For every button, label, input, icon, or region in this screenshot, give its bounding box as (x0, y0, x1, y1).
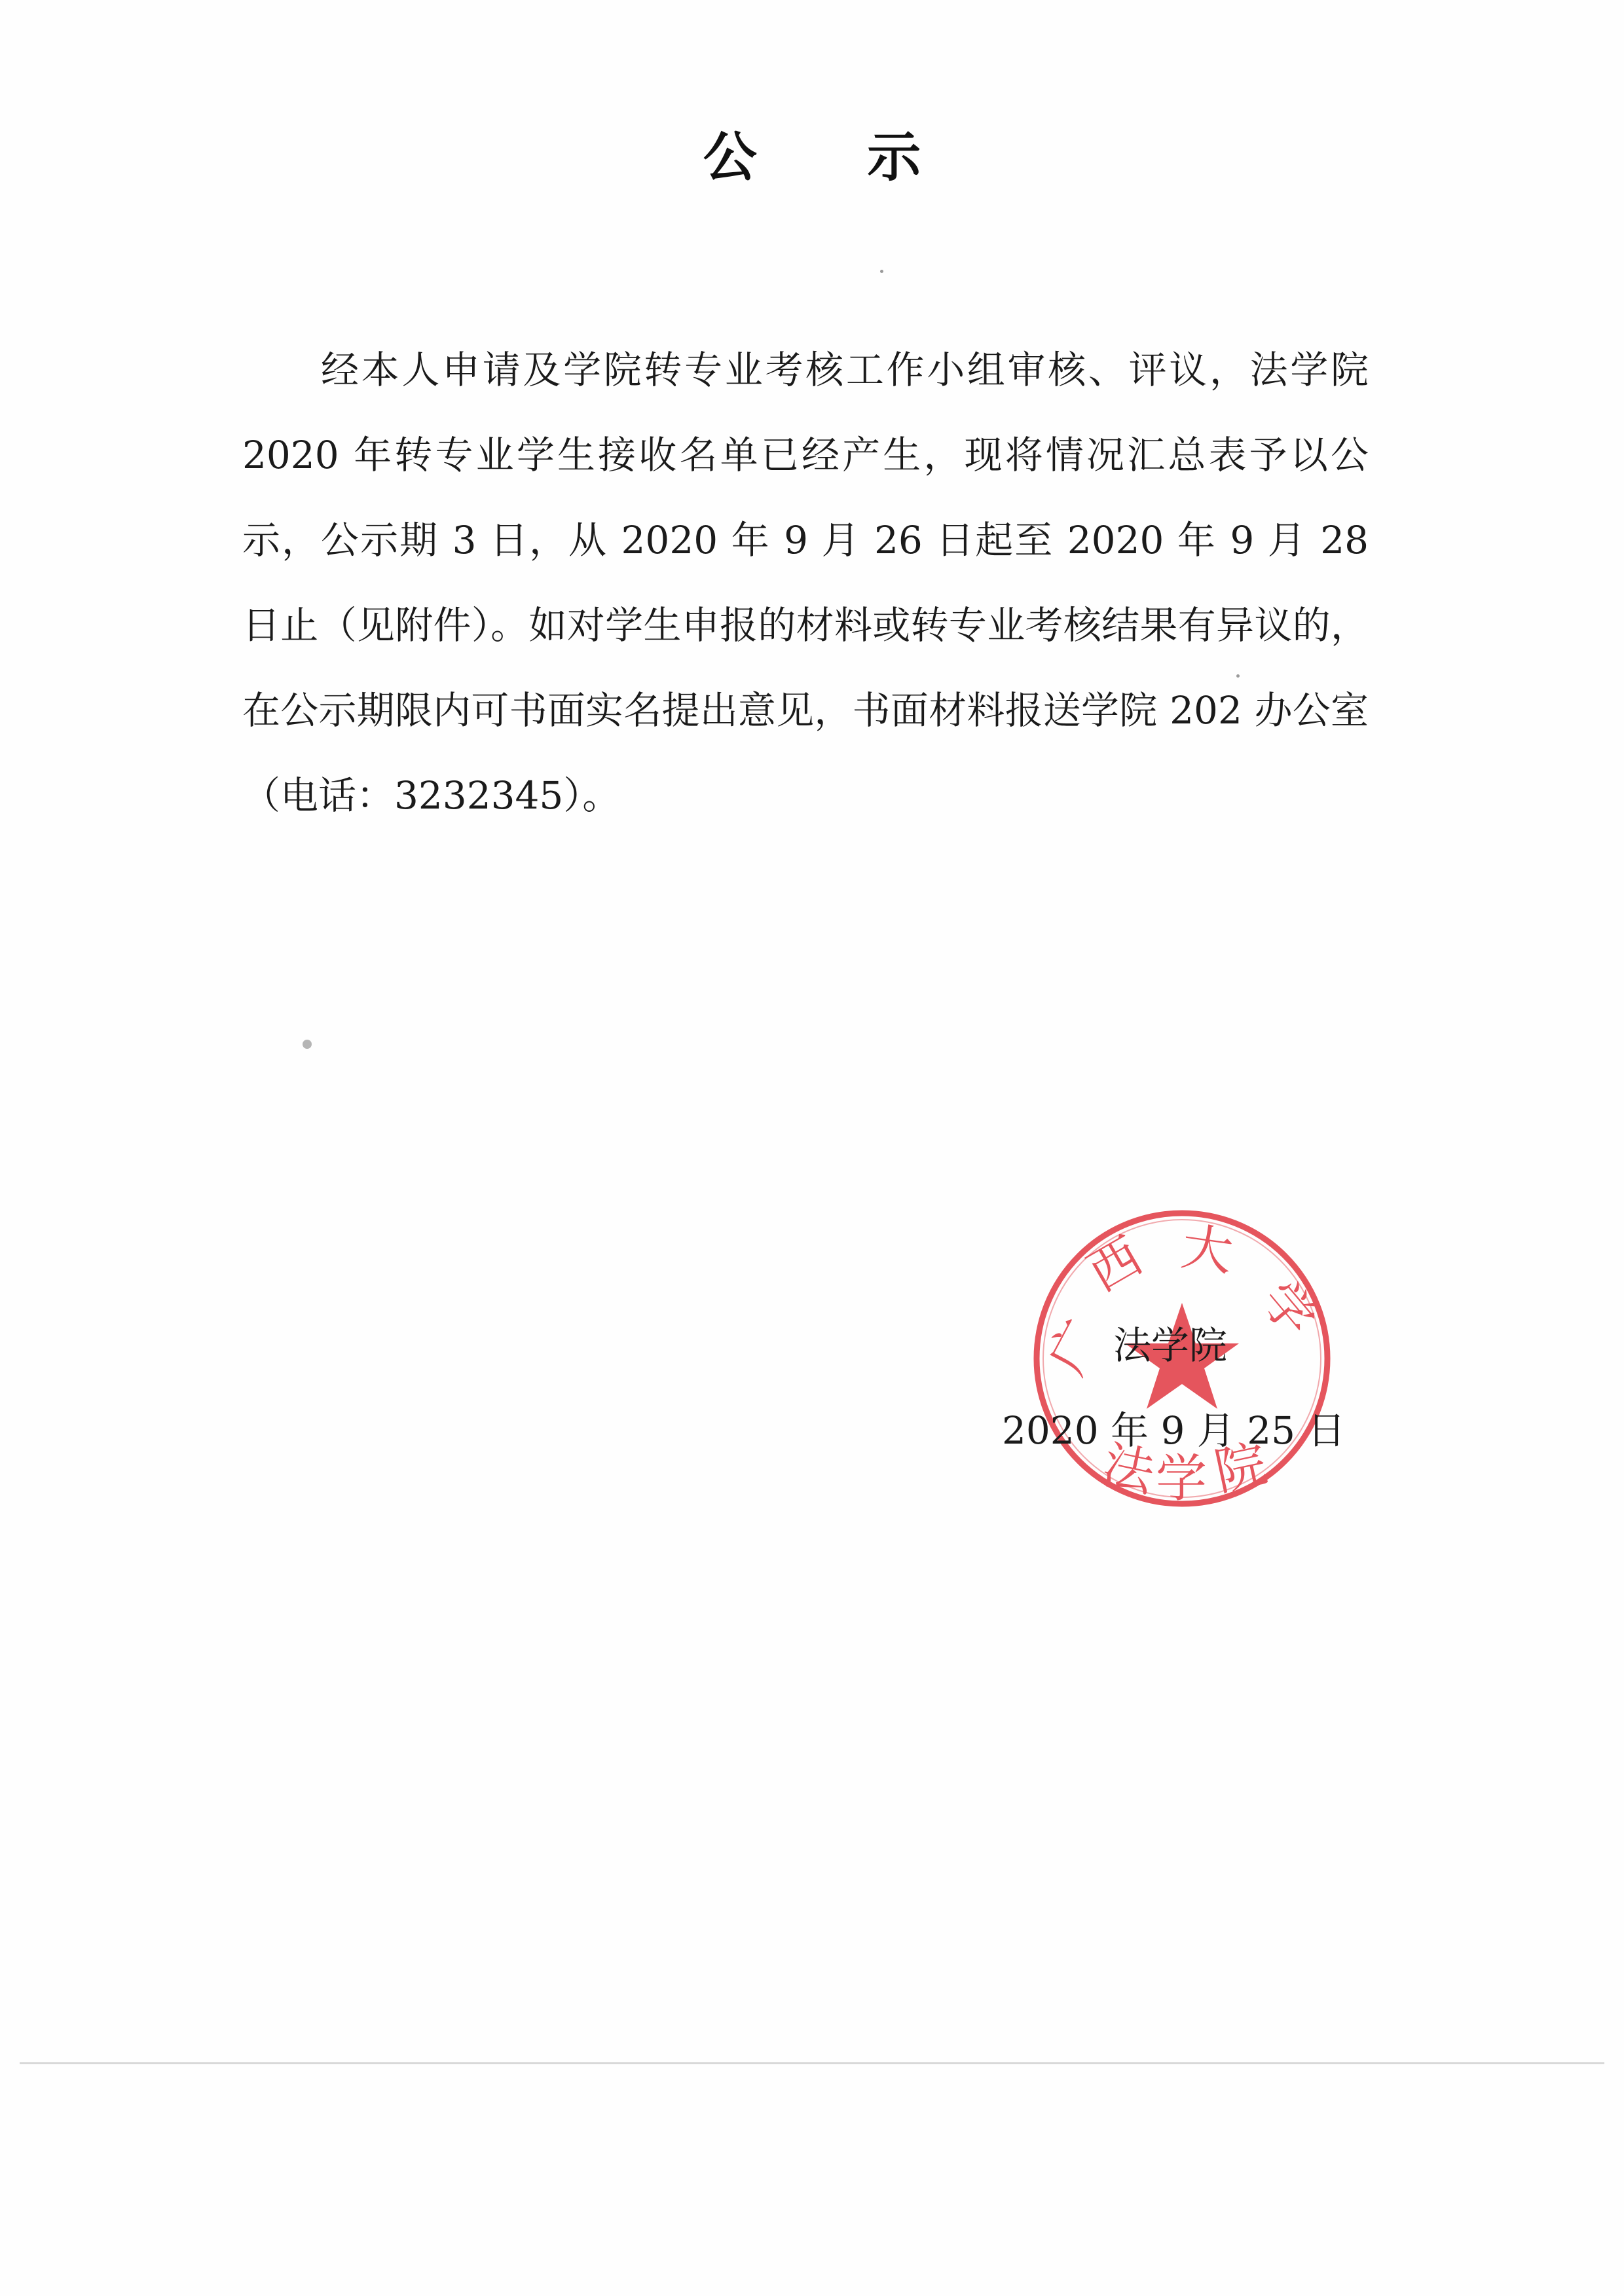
scan-speck (880, 270, 883, 273)
svg-text:学: 学 (1156, 1449, 1208, 1508)
scan-edge-line (20, 2062, 1604, 2064)
scan-speck (1236, 674, 1240, 678)
svg-text:广: 广 (1037, 1311, 1114, 1384)
svg-text:法: 法 (1097, 1435, 1160, 1504)
svg-text:院: 院 (1209, 1434, 1272, 1503)
notice-paragraph: 经本人申请及学院转专业考核工作小组审核、评议，法学院 2020 年转专业学生接收名单已经产生，现将情况汇总表予以公示，公示期 3 日，从 2020 年 9 月 26 日起至 2020 年 9 月 28 日止（见附件）。如对学生申报的材料或转专业考核结果有异议的，在公示期限内可书面实名提出意见，书面材料报送学院 202 办公室（电话：3232345）。 (242, 348, 1369, 818)
svg-text:大: 大 (1177, 1217, 1237, 1283)
scan-speck (303, 1040, 312, 1049)
page-title: 公 示 (703, 126, 967, 189)
svg-text:学: 学 (1249, 1270, 1328, 1348)
signature-date: 2020 年 9 月 25 日 (1002, 1408, 1346, 1453)
signature-organization: 法学院 (1113, 1323, 1228, 1368)
svg-text:西: 西 (1078, 1226, 1153, 1303)
